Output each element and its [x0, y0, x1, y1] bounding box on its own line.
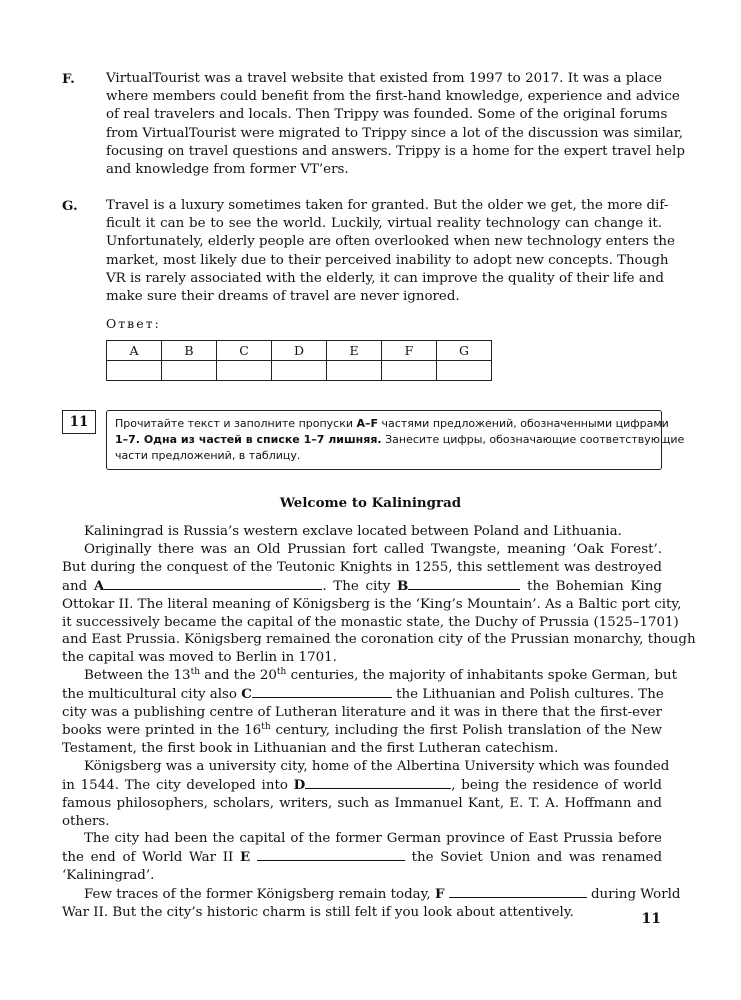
paragraph-f-line: from VirtualTourist were migrated to Trippy since a lot of the discussion was similar, [106, 125, 683, 141]
answer-input-cell[interactable] [272, 361, 327, 381]
task-line-3: части предложений, в таблицу. [115, 448, 301, 462]
text-fragment: , being the residence of world [451, 777, 662, 793]
text-line: But during the conquest of the Teutonic Knights in 1255, this settlement was destroyed [62, 559, 662, 575]
text-line [62, 848, 662, 867]
text-fragment: Few traces of the former Königsberg remain today, [84, 887, 435, 903]
paragraph-f [62, 70, 685, 179]
paragraph-f-line: focusing on travel questions and answers. Trippy is a home for the expert travel help [106, 143, 685, 159]
text-line: famous philosophers, scholars, writers, such as Immanuel Kant, E. T. A. Hoffmann and [62, 795, 662, 811]
text-line: the capital was moved to Berlin in 1701. [62, 650, 337, 666]
text-fragment: Between the 13 [84, 668, 191, 684]
answer-input-cell[interactable] [327, 361, 382, 381]
answer-input-cell[interactable] [107, 361, 162, 381]
text-line [62, 776, 662, 795]
paragraph-g-line: make sure their dreams of travel are never ignored. [106, 289, 460, 305]
text-line: city was a publishing centre of Lutheran literature and it was in there that the first-ever [62, 705, 662, 721]
text-line: Originally there was an Old Prussian fort called Twangste, meaning ‘Oak Forest’. [84, 541, 662, 557]
text-fragment: and the 20 [200, 668, 277, 684]
paragraph-g-line: ficult it can be to see the world. Luckily, virtual reality technology can change it. [106, 216, 662, 232]
text-fragment: books were printed in the 16 [62, 722, 262, 738]
text-fragment: centuries, the majority of inhabitants spoke German, but [286, 668, 677, 684]
gap-blank-e[interactable] [257, 848, 405, 861]
text-line: Testament, the first book in Lithuanian and the first Lutheran catechism. [62, 740, 559, 756]
task-text-bold: 1–7. Одна из частей в списке 1–7 лишняя. [115, 432, 382, 446]
paragraph-f-line: and knowledge from former VT’ers. [106, 162, 349, 178]
paragraph-f-line: of real travelers and locals. Then Trippy was founded. Some of the original forums [106, 107, 668, 123]
task-text: частями предложений, обозначенными цифрами [378, 417, 669, 430]
gap-blank-d[interactable] [305, 776, 451, 789]
gap-label-a: A [93, 577, 105, 594]
text-fragment: the end of World War II [62, 850, 241, 866]
paragraph-f-line: VirtualTourist was a travel website that existed from 1997 to 2017. It was a place [106, 71, 662, 86]
gap-blank-f[interactable] [449, 885, 587, 898]
paragraph-g-line: Travel is a luxury sometimes taken for granted. But the older we get, the more dif- [106, 198, 669, 213]
gap-label-d: D [293, 776, 306, 793]
paragraph-g-line: VR is rarely associated with the elderly, it can improve the quality of their life and [106, 270, 665, 286]
text-fragment: . The city [322, 578, 397, 594]
task-number: 11 [62, 410, 96, 434]
paragraph-g-line: Unfortunately, elderly people are often overlooked when new technology enters the [106, 234, 675, 250]
page-number: 11 [641, 911, 661, 927]
text-fragment: during World [586, 887, 681, 903]
paragraph-g [62, 197, 675, 306]
answer-input-cell[interactable] [217, 361, 272, 381]
answer-input-cell[interactable] [382, 361, 437, 381]
superscript: th [261, 721, 271, 732]
superscript: th [190, 667, 200, 678]
text-line [62, 577, 662, 596]
answer-header-cell: G [437, 341, 492, 361]
paragraph-f-line: where members could benefit from the first-hand knowledge, experience and advice [106, 89, 680, 105]
superscript: th [276, 667, 287, 678]
answer-input-cell[interactable] [437, 361, 492, 381]
text-line: ‘Kaliningrad’. [62, 868, 155, 884]
gap-blank-b[interactable] [408, 577, 520, 590]
text-line: it successively became the capital of the monastic state, the Duchy of Prussia (1525–1701) [62, 614, 679, 630]
text-line: and East Prussia. Königsberg remained the coronation city of the Prussian monarchy, though [62, 632, 696, 648]
task-line-1 [115, 416, 669, 432]
answer-table [106, 340, 492, 381]
text-line: Königsberg was a university city, home of the Albertina University which was founded [84, 758, 670, 774]
paragraph-g-line: market, most likely due to their perceived inability to adopt new concepts. Though [106, 252, 669, 268]
answer-header-cell: B [162, 341, 217, 361]
text-title: Welcome to Kaliningrad [279, 495, 462, 511]
text-fragment: in 1544. The city developed into [62, 777, 294, 793]
answer-header-cell: A [107, 341, 162, 361]
text-fragment: and [62, 578, 94, 594]
text-line: War II. But the city’s historic charm is still felt if you look about attentively. [62, 905, 574, 921]
text-line: The city had been the capital of the former German province of East Prussia before [84, 831, 662, 847]
task-text: Занесите цифры, обозначающие соответствующие [381, 432, 685, 446]
answer-header-cell: C [217, 341, 272, 361]
paragraph-g-label: G. [62, 198, 78, 214]
answer-header-cell: F [382, 341, 437, 361]
answer-input-cell[interactable] [162, 361, 217, 381]
text-line [62, 885, 681, 904]
answer-table-header-row [107, 341, 492, 361]
gap-label-c: C [241, 686, 252, 703]
task-text: Прочитайте текст и заполните пропуски [115, 417, 357, 430]
text-fragment: century, including the first Polish translation of the New [270, 722, 663, 738]
answer-table-input-row [107, 361, 492, 381]
text-line: others. [62, 813, 110, 829]
gap-label-f: F [434, 886, 445, 903]
paragraph-f-label: F. [62, 71, 75, 87]
text-line: Kaliningrad is Russia’s western exclave located between Poland and Lithuania. [84, 524, 622, 539]
answer-header-cell: D [272, 341, 327, 361]
task-instructions [106, 410, 685, 470]
kaliningrad-text [62, 523, 696, 922]
text-fragment: the multicultural city also [62, 687, 242, 703]
gap-blank-c[interactable] [252, 685, 392, 698]
task-text-bold: A–F [356, 417, 379, 430]
text-fragment: the Bohemian King [520, 578, 662, 594]
answer-header-cell: E [327, 341, 382, 361]
text-fragment: the Soviet Union and was renamed [404, 850, 663, 866]
task-line-2 [115, 432, 685, 448]
text-line [62, 722, 662, 740]
text-line [62, 667, 677, 685]
answer-label: Ответ: [106, 316, 161, 331]
text-line: Ottokar II. The literal meaning of Königsberg is the ‘King’s Mountain’. As a Baltic port city, [62, 596, 682, 612]
gap-label-b: B [397, 577, 409, 594]
text-fragment: the Lithuanian and Polish cultures. The [391, 687, 664, 703]
gap-label-e: E [240, 849, 251, 866]
text-line [62, 685, 662, 704]
gap-blank-a[interactable] [104, 577, 322, 590]
